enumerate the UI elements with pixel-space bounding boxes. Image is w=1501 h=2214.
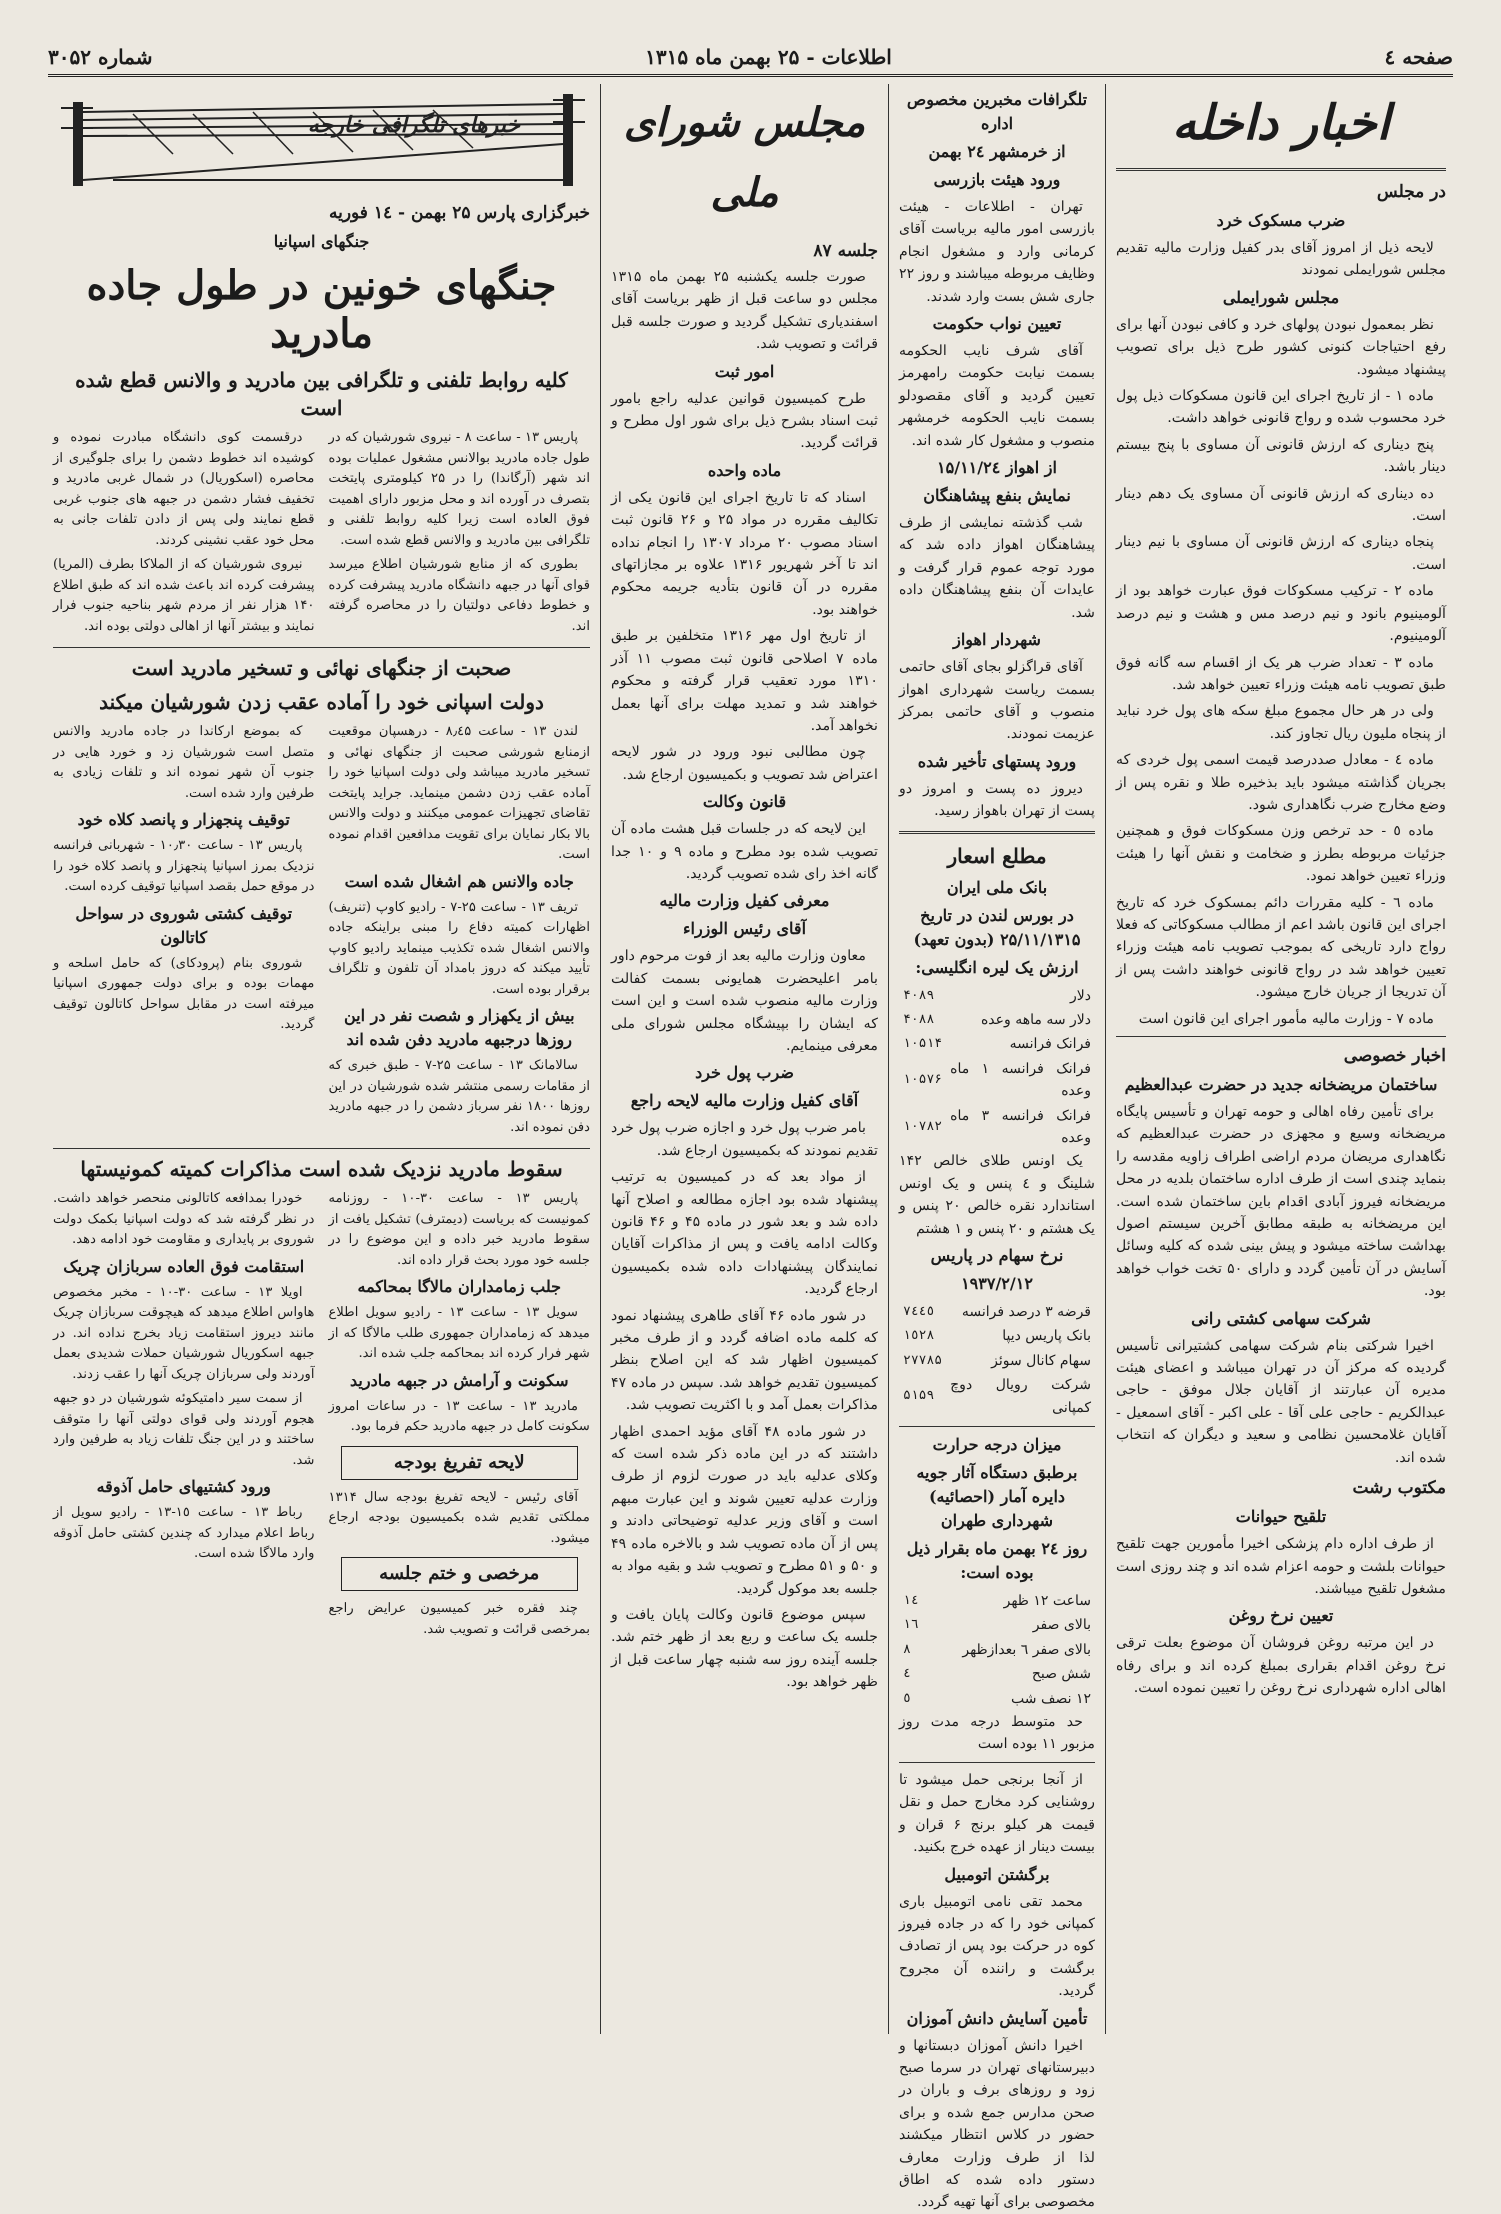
foreign-news-logo [53,84,590,194]
majlis-paragraph: بامر ضرب پول خرد و اجازه ضرب پول خرد تقدیم نمودند که بکمیسیون ارجاع شد. [611,1120,878,1159]
majlis-paragraph: سپس موضوع قانون وکالت پایان یافت و جلسه یک ساعت و ربع بعد از ظهر ختم شد. جلسه آینده روز سه شنبه چهار ساعت قبل از ظهر خواهد بود. [611,1606,878,1691]
divider [1116,168,1446,171]
temp-time: شش صبح [1031,1666,1091,1683]
temp-time: بالای صفر ٦ بعدازظهر [962,1641,1091,1658]
news-paragraph: که بموضع ارکاندا در جاده مادرید والانس متصل است شورشیان زد و خورد هایی در جنوب آن شهر نموده اند و تلفات زیادی به طرفین وارد شده است. [53,724,315,801]
table-row [899,1300,1095,1324]
table-row [899,1589,1095,1613]
rate-name: فرانک فرانسه ۱ ماه وعده [950,1060,1091,1100]
table-row [899,1032,1095,1056]
news-paragraph: چند فقره خبر کمیسیون عرایض راجع بمرخصی قرائت و تصویب شد. [328,1601,590,1637]
news-heading: توقیف کشتی شوروی در سواحل کاتالون [75,903,293,947]
share-name: شرکت رویال دوچ کمپانی [950,1377,1091,1416]
divider [899,1426,1095,1427]
table-row [899,984,1095,1008]
rate-value: ۱۰۵۷۶ [903,1071,943,1087]
share-value: ۲۷۷۸۵ [903,1352,943,1368]
majlis-paragraph: در شور ماده ۴۶ آقای طاهری پیشنهاد نمود که کلمه ماده اضافه گردد و از طرف مخبر کمیسیون اظهار شد که این اصلاح بنظر کمیسیون تقدیم خواهد شد. سپس در ماده ۴۷ مذاکرات بعمل آمد و با اکثریت تصویب شد. [611,1307,878,1414]
hospital-paragraph: برای تأمین رفاه اهالی و حومه تهران و تأسیس پایگاه مریضخانه وسیع و مجهزی در حضرت عبدالعظیم که نگاهداری مریضان مردم اراضی اطراف زاویه مقدسه را بنماید چندی است از طرف اداره ساختمان بلدیه در محل مریضخانه فیروز آبادی اقدام باین ساختمان شده است. این مریضخانه به طبقه مطابق آخرین سیستم اصول بهداشت ساخته میشود و پیش بینی شده که کلیه وسائل آسایش در آن تأمین گردد و دارای ۵۰ تخت خواب خواهد بود. [1116,1104,1446,1300]
issue-number: شماره ۳۰۵۲ [48,45,153,69]
vaccine-heading: تلقیح حیوانات [1235,1507,1327,1527]
temperature-title: میزان درجه حرارت [932,1435,1062,1455]
rate-value: ۴۰۸۹ [903,987,935,1003]
telegram-paragraph: آقای شرف نایب الحکومه بسمت نیابت حکومت رامهرمز تعیین گردید و آقای مقصودلو بسمت نایب الحکومه خرمشهر منصوب و مشغول کار شده اند. [899,343,1095,449]
in-majlis-label: در مجلس [1376,182,1446,202]
table-row [899,1638,1095,1662]
divider [899,831,1095,834]
temperature-note: حد متوسط درجه مدت روز مزبور ۱۱ بوده است [899,1714,1095,1753]
table-row [899,1104,1095,1151]
column-rule [888,84,889,2034]
article: پنجاه دیناری که ارزش قانونی آن مساوی با نیم دینار است. [1116,534,1446,573]
subheadline: کلیه روابط تلفنی و تلگرافی بین مادرید و والانس قطع شده است [75,368,568,420]
shares-table [899,1300,1095,1420]
telegram-heading: از اهواز ۱۵/۱۱/۲٤ [937,458,1057,478]
news-paragraph: پاریس ۱۳ - ساعت ۸ - نیروی شورشیان که در طول جاده مادرید بوالانس مشغول عملیات بوده اند شهر (آرگاندا) را در ۲۵ کیلومتری پایتخت بتصرف در آورده اند و محل مزبور دارای اهمیت فوق العاده است زیرا کلیه روابط تلفنی و تلگرافی بین مادرید و والانس قطع شده است. [328,430,590,548]
shipping-heading: شرکت سهامی کشتی رانی [1191,1308,1371,1328]
telegram-heading: شهردار اهواز [953,630,1041,650]
telegram-paragraph: محمد تقی نامی اتومبیل باری کمپانی خود را که در جاده فیروز کوه در حرکت بود پس از تصادف برگشت و راننده آن مجروح گردید. [899,1893,1095,2000]
telegram-heading: تعیین نواب حکومت [932,314,1062,334]
news-paragraph: اویلا ۱۳ - ساعت ۳۰-۱۰ - مخبر مخصوص هاواس اطلاع میدهد که هیچوقت سربازان چریک مانند دیروز استقامت زیاد بخرج نداده اند. در جبهه اسکوریال شورشیان حملات شدیدی بعمل آوردند ولی سربازان چریک آنها را عقب زدند. [53,1284,315,1382]
majlis-paragraph: طرح کمیسیون قوانین عدلیه راجع بامور ثبت اسناد بشرح ذیل برای شور اول مطرح و قرائت گردید. [611,390,878,452]
paris-title: نرخ سهام در پاریس [930,1246,1064,1265]
table-row [899,1687,1095,1711]
article: ولی در هر حال مجموع مبلغ سکه های پول خرد نباید از پنجاه ملیون ریال تجاوز کند. [1116,703,1446,742]
rate-value: ۴۰۸۸ [903,1011,935,1027]
text-column [329,1189,591,1644]
shipping-paragraph: اخیرا شرکتی بنام شرکت سهامی کشتیرانی تأسیس گردیده که مرکز آن در تهران میباشد و اعضای هیئت مدیره آن عبارتند از آقایان جلال موفق - حاجی عبدالکریم - حاجی علی آقا - علی اکبر - آقای اسمعیل - آقایان غلامحسین نظامی و سعید و دیگران که انتخاب شده اند. [1116,1337,1446,1466]
article: ماده ٤ - معادل صددرصد قیمت اسمی پول خردی که بجریان گذاشته میشود باید بذخیره طلا و نقره پس از وضع مخارج ضرب نگاهداری شود. [1116,752,1446,813]
majlis-column [602,84,887,2034]
table-row [899,1008,1095,1032]
article: ماده ۱ - از تاریخ اجرای این قانون مسکوکات ذیل پول خرد محسوب شده و رواج قانونی خواهد داشت. [1116,388,1446,427]
coin-heading: ضرب مسکوک خرد [1216,211,1346,230]
oil-paragraph: در این مرتبه روغن فروشان آن موضوع بعلت ترقی نرخ روغن اقدام بقراری بمبلغ کرده اند و برای رفاه اهالی اداره شهرداری نرخ روغن را تعیین نموده است. [1116,1635,1446,1697]
news-heading: صحبت از جنگهای نهائی و تسخیر مادرید است [131,656,512,680]
column-rule [600,84,601,2034]
share-name: سهام کانال سوئز [991,1352,1091,1369]
domestic-news-column [1107,84,1455,2034]
article: ماده ٥ - حد ترخص وزن مسکوکات فوق و همچنین جزئیات مربوطه بطرز و ضخامت و نقش آنها را هیئت وزراء تعیین خواهد نمود. [1116,823,1446,885]
majlis-paragraph: این لایحه که در جلسات قبل هشت ماده آن تصویب شده بود مطرح و ماده ۹ و ۱۰ جدا گانه اخذ رای شده تصویب گردید. [611,821,878,882]
telegram-heading: تأمین آسایش دانش آموزان [906,2008,1088,2028]
vaccine-paragraph: از طرف اداره دام پزشکی اخیرا مأمورین جهت تلقیح حیوانات بلشت و حومه اعزام شده اند و چند روزی است مشغول تلقیح میباشند. [1116,1536,1446,1597]
rate-name: دلار [1070,987,1091,1004]
news-paragraph: سویل ۱۳ - ساعت ۱۳ - رادیو سویل اطلاع میدهد که زمامداران جمهوری طلب مالاگا که از شهر فرار کرده اند بمحاکمه جلب شده اند. [328,1305,590,1361]
foreign-news-section [44,84,599,2034]
news-heading: سقوط مادرید نزدیک شده است مذاکرات کمیته کمونیستها [80,1157,563,1181]
table-row [899,1057,1095,1104]
temperature-table [899,1589,1095,1711]
news-paragraph: سالامانک ۱۳ - ساعت ۲۵-۷ - طبق خبری که از مقامات رسمی منتشر شده شورشیان در این روزها ۱۸۰۰ نفر سرباز دشمن را در جبهه مادرید دفن نموده اند. [328,1058,590,1135]
share-name: قرضه ٣ درصد فرانسه [961,1304,1091,1320]
telegram-paragraph: شب گذشته نمایشی از طرف پیشاهنگان اهواز داده شد که مورد توجه عموم قرار گرفت و عایدات آن بنفع پیشاهنگان داده شد. [899,515,1095,621]
news-heading-boxed: مرخصی و ختم جلسه [341,1557,579,1591]
masthead [48,40,1453,77]
paris-date: ۱۹۳۷/۲/۱۲ [961,1274,1033,1293]
telegram-paragraph: اخیرا دانش آموزان دبستانها و دبیرستانهای تهران در سرما صبح زود و روزهای برف و باران در صحن مدارس جمع شده و برای حضور در کلاس انتظار میکشند لذا از طرف وزارت معارف دستور داده شده که اطاق مخصوصی برای آنها تهیه گردد. [899,2037,1095,2211]
bus-paragraph: از آنجا برنجی حمل میشود تا روشنایی کرد مخارج حمل و نقل قیمت هر کیلو برنج ۶ قران و بیست دینار از عهده خرج بکنید. [899,1771,1096,1856]
private-news-heading: اخبار خصوصی [1343,1046,1446,1066]
telegrams-subtitle: از خرمشهر ۲٤ بهمن [928,142,1066,161]
news-paragraph: رباط ۱۳ - ساعت ١٥-١٣ - رادیو سویل از رباط اعلام میدارد که چندین کشتی حامل آذوقه وارد مالاگا شده است. [53,1505,315,1561]
majlis-heading: ضرب پول خرد [695,1063,794,1083]
news-heading: توقیف پنجهزار و پانصد کلاه خود [77,810,290,829]
paper-date: اطلاعات - ۲۵ بهمن ماه ۱۳۱۵ [645,45,892,69]
two-column-block [53,428,590,641]
news-heading: استقامت فوق العاده سربازان چریک [63,1256,305,1276]
news-paragraph: از سمت سیر دامتیکوئه شورشیان در دو جبهه هجوم آوردند ولی قوای دولتی آنها را متوقف ساختند و در این جنگ تلفات زیاد به طرفین وارد شد. [53,1391,315,1468]
hospital-heading: ساختمان مریضخانه جدید در حضرت عبدالعظیم [1124,1075,1438,1094]
telegrams-title: تلگرافات مخبرین مخصوص اداره [906,90,1088,133]
majlis-paragraph: از تاریخ اول مهر ۱۳۱۶ متخلفین بر طبق ماده ۷ اصلاحی قانون ثبت مصوب ۱۱ آذر ۱۳۱۰ مورد تعقیب قرار گرفته و محکوم خواهند شد و تمدید مهلت برای آنها بعمل نخواهد آمد. [611,628,879,734]
share-name: بانک پاریس دیپا [1002,1328,1091,1345]
article: ماده ٦ - کلیه مقررات دائم بمسکوک خرد که تاریخ اجرای این قانون باشد اعم از مطالب مسکوکاتی که فعلا رواج دارد تاریخی که بموجب تصویب نامه هیئت وزراء تعیین خواهد شد در رواج قانونی خواهند داشت پس از آن تدریجا از جریان خارج میشود. [1116,894,1446,1001]
divider [899,1762,1095,1763]
news-paragraph: شوروی بنام (پرودکای) که حامل اسلحه و مهمات بوده و برای دولت جمهوری اسپانیا میرفته است در مقابل سواحل کاتالون توقیف گردید. [53,955,315,1032]
divider [1116,1036,1446,1037]
majlis-paragraph: نظر بمعمول نبودن پولهای خرد و کافی نبودن آنها برای رفع احتیاجات کنونی کشور طرح ذیل برای تصویب پیشنهاد میشود. [1116,316,1446,378]
temp-time: ساعت ١٢ ظهر [1003,1593,1091,1610]
telegram-paragraph: آقای قراگزلو بجای آقای حاتمی بسمت ریاست شهرداری اهواز منصوب و آقای حاتمی بمرکز عزیمت نمودند. [899,659,1095,743]
news-paragraph: آقای رئیس - لایحه تفریغ بودجه سال ۱۳۱۴ مملکتی تقدیم شده بکمیسیون بودجه ارجاع میشود. [328,1489,590,1546]
divider [53,647,590,648]
bourse-line: در بورس لندن در تاریخ ۲۵/۱۱/۱۳۱۵ (بدون تعهد) [913,905,1081,949]
domestic-news-title: اخبار داخله [1171,95,1390,151]
gold-paragraph: یک اونس طلای خالص ۱۴۲ شلینگ و ٤ پنس و یک اونس استاندارد نقره خالص ۲۰ پنس و یک هشتم و ۲۰ پنس و ۱ هشتم [899,1153,1096,1237]
dateline: خبرگزاری پارس ۲۵ بهمن - ١٤ فوریه [328,203,590,223]
news-paragraph: نیروی شورشیان که از الملاکا بطرف (المریا) پیشرفت کرده اند باعث شده اند که طبق اطلاع ۱۴۰ هزار نفر از مردم شهر بناحیه جنوب فرار نمایند و بیشتر آنها از اهالی دولتی بوده اند. [53,557,315,634]
majlis-paragraph: در شور ماده ۴۸ آقای مؤید احمدی اظهار داشتند که در این ماده ذکر شده است که وکلای عدلیه باید در صورت لزوم از طرف وزارت عدلیه تعیین شوند و این عبارت مبهم است و آقای وزیر عدلیه توضیحاتی دادند و پس از آن ماده تصویب شد و بالاخره ماده ۴۹ و ۵۰ و ۵۱ مطرح و تصویب شد و بقیه مواد به جلسه بعد موکول گردید. [611,1423,878,1597]
pound-line: ارزش یک لیره انگلیسی: [915,957,1079,977]
news-paragraph: تریف ۱۳ - ساعت ۲۵-۷ - رادیو کاوپ (تنریف) اظهارات کمیته دفاع را مبنی براینکه جاده والانس اشغال شده تکذیب مینماید رادیو کاوپ تأیید میکند که دروز بامداد آن تلفون و تلگراف برقرار بوده است. [328,899,590,997]
majlis-paragraph: معاون وزارت مالیه بعد از فوت مرحوم داور بامر اعلیحضرت همایونی بسمت کفالت وزارت مالیه منصوب شده است و این است که ایشان را بپیشگاه مجلس شورای ملی معرفی مینمایم. [611,948,878,1054]
news-heading: دولت اسپانی خود را آماده عقب زدن شورشیان میکند [99,690,544,714]
divider [53,1148,590,1149]
temperature-subtitle: برطبق دستگاه آثار جویه دایره آمار (احصائیه) شهرداری طهران [916,1463,1078,1531]
rate-value: ۱۰۵۱۴ [903,1036,943,1052]
news-paragraph: پاریس ۱۳ - ساعت ۱۰٫۳۰ - شهربانی فرانسه نزدیک بمرز اسپانیا پنجهزار و پانصد کلاه خود را در موقع حمل بقصد اسپانیا توقیف کرده است. [53,838,315,894]
majlis-title: مجلس شورای ملی [623,99,866,216]
table-row [899,1324,1095,1348]
column-rule [1105,84,1106,2034]
telegram-paragraph: تهران - اطلاعات - هیئت بازرسی امور مالیه بریاست آقای کرمانی وارد و مشغول انجام وظایف مربوطه میباشند و روز ۲۲ جاری شش بست وارد شدند. [898,199,1095,305]
rates-title: مطلع اسعار [947,843,1047,868]
temp-value: ١٤ [903,1593,919,1609]
rate-name: فرانک فرانسه [1009,1036,1091,1053]
article: پنج دیناری که ارزش قانونی آن مساوی با پنج بیستم دینار باشد. [1116,436,1446,476]
two-column-block [53,722,590,1142]
news-paragraph: خودرا بمدافعه کاتالونی منحصر خواهد داشت. در نظر گرفته شد که دولت اسپانیا بکمک دولت شوروی بر پایداری و مقاومت خود ادامه دهد. [53,1191,315,1247]
news-paragraph: درقسمت کوی دانشگاه مبادرت نموده و کوشیده اند خطوط دشمن را برای جلوگیری از محاصره (اسکوریال) در شمال غربی مادرید و تخفیف فشار دشمن در جبهه های جنوب غربی قطع نمایند ولی پس از دادن تلفات جانی به محل خود عقب نشینی کردند. [53,430,315,548]
exchange-rates-table [899,984,1095,1151]
temp-value: ۸ [903,1641,911,1657]
text-column [53,428,315,641]
share-value: ۱٥۲۸ [903,1328,935,1344]
table-row [899,1349,1095,1373]
table-row [899,1373,1095,1420]
share-value: ۷٤٤٥ [903,1304,935,1319]
news-paragraph: مادرید ۱۳ - ساعت ۱۳ - در ساعات امروز سکونت کامل در جبهه مادرید حکم فرما بود. [328,1398,590,1434]
rasht-heading: مکتوب رشت [1352,1478,1446,1499]
text-column [329,428,591,641]
majlis-heading: ماده واحده [707,460,782,480]
majlis-paragraph: از مواد بعد که در کمیسیون به ترتیب پیشنهاد شده بود اجازه مطالعه و اصلاح آنها داده شد و بعد شور در ماده ۴۵ و ۴۶ قانون وکالت ادامه یافت و پس از مذاکرات آقایان نمایندگان پیشنهادات داده شده بکمیسیون ارجاع گردید. [611,1169,879,1298]
page-number: صفحه ٤ [1384,45,1453,69]
share-value: ۵۱۵۹ [903,1388,935,1404]
majlis-paragraph: چون مطالبی نبود ورود در شور لایحه اعتراض شد تصویب و بکمیسیون ارجاع شد. [611,744,878,783]
majlis-heading: معرفی کفیل وزارت مالیه [659,891,830,911]
news-heading: ورود کشتیهای حامل آذوقه [96,1477,271,1496]
majlis-heading: قانون وکالت [702,792,787,812]
telegram-heading: برگشتن اتومبیل [944,1864,1050,1884]
majlis-heading: امور ثبت [714,361,775,381]
telegram-paragraph: دیروز ده پست و امروز دو پست از تهران باهواز رسید. [899,780,1095,820]
bank-name: بانک ملی ایران [946,877,1048,897]
article: ماده ۳ - تعداد ضرب هر یک از اقسام سه گانه فوق طبق تصویب نامه هیئت وزراء تعیین خواهد شد. [1116,654,1446,693]
news-heading-boxed: لایحه تفریغ بودجه [341,1446,579,1480]
majlis-heading: مجلس شورایملی [1222,287,1340,307]
telegrams-column [890,84,1104,2211]
oil-heading: تعیین نرخ روغن [1228,1606,1334,1626]
table-row [899,1662,1095,1686]
article: ده دیناری که ارزش قانونی آن مساوی یک دهم دینار است. [1116,485,1446,525]
telegram-heading: ورود هیئت بازرسی [933,170,1061,189]
majlis-paragraph: اسناد که تا تاریخ اجرای این قانون یکی از تکالیف مقرره در مواد ۲۵ و ۲۶ قانون ثبت اسناد مصوب ۲۰ مرداد ۱۳۰۷ را انجام نداده اند تا آخر شهریور ۱۳۱۶ علاوه بر مجازاتهای مقرره در آن قانون بتأدیه جریمه محکوم خواهند بود. [611,489,879,618]
text-column [53,1189,315,1644]
temperature-subtitle: روز ۲٤ بهمن ماه بقرار ذیل بوده است: [906,1539,1088,1583]
news-paragraph: لندن ۱۳ - ساعت ۸٫٤۵ - درهسپان موقعیت ازمنابع شورشی صحبت از جنگهای نهائی و تسخیر مادرید میباشد ولی دولت اسپانیا خود را آماده عقب زدن دشمن مینماید. جراید پایتخت تقاضای تجهیزات عمومی میکنند و دولت والانس بالا بکار نمایان برای تقویت مدافعین اقدام نموده است. [328,724,590,862]
news-heading: سکونت و آرامش در جبهه مادرید [349,1370,569,1390]
article: ماده ۷ - وزارت مالیه مأمور اجرای این قانون است [1138,1010,1434,1027]
temp-value: ٥ [903,1690,911,1706]
rate-value: ۱۰۷۸۲ [903,1118,943,1134]
news-heading: بیش از یکهزار و شصت نفر در این روزها درجبهه مادرید دفن شده اند [343,1006,575,1049]
two-column-block [53,1189,590,1644]
coin-paragraph: لایحه ذیل از امروز آقای بدر کفیل وزارت مالیه تقدیم مجلس شورایملی نمودند [1116,240,1446,279]
news-heading: جلب زمامداران مالاگا بمحاکمه [357,1277,562,1296]
temp-value: ٤ [903,1666,911,1682]
section-heading: جنگهای اسپانیا [273,232,370,251]
majlis-heading: آقای کفیل وزارت مالیه لایحه راجع [630,1091,859,1111]
table-row [899,1613,1095,1637]
majlis-heading: آقای رئیس الوزراء [682,919,807,939]
telegram-heading: ورود پستهای تأخیر شده [917,751,1077,771]
news-paragraph: پاریس ۱۳ - ساعت ۳۰-۱۰ - روزنامه کمونیست که بریاست (دیمترف) تشکیل یافت از سقوط مادرید خبر داده و این موضوع را در جلسه خود مورد بحث قرار داده اند. [328,1191,590,1268]
article: ماده ۲ - ترکیب مسکوکات فوق عبارت خواهد بود از آلومینیوم بانود و نیم درصد مس و هشت و نیم درصد آلومینیوم. [1116,583,1446,645]
main-headline: جنگهای خونین در طول جاده مادرید [86,262,557,357]
majlis-paragraph: صورت جلسه یکشنبه ۲۵ بهمن ماه ۱۳۱۵ مجلس دو ساعت قبل از ظهر بریاست آقای اسفندیاری تشکیل گردید و صورت جلسه قبل قرائت و تصویب شد. [611,269,878,353]
telegraph-wires-icon [53,84,593,194]
text-column [329,722,591,1142]
news-paragraph: بطوری که از منابع شورشیان اطلاع میرسد قوای آنها در جبهه دانشگاه مادرید پیشرفت کرده و خطوط دفاعی دولتیان را در محاصره گرفته اند. [328,557,590,634]
rate-name: فرانک فرانسه ۳ ماه وعده [950,1107,1091,1146]
telegram-heading: نمایش بنفع پیشاهنگان [923,486,1071,506]
temp-time: بالای صفر [1032,1617,1091,1634]
session-number: جلسه ۸۷ [813,241,878,261]
temp-value: ١٦ [903,1617,919,1633]
news-heading: جاده والانس هم اشغال شده است [344,871,574,891]
foreign-news-logo-text: خبرهای تلگرافی خارجه [307,112,520,138]
temp-time: ۱۲ نصف شب [1011,1690,1091,1707]
text-column [53,722,315,1142]
rate-name: دلار سه ماهه وعده [980,1011,1091,1028]
